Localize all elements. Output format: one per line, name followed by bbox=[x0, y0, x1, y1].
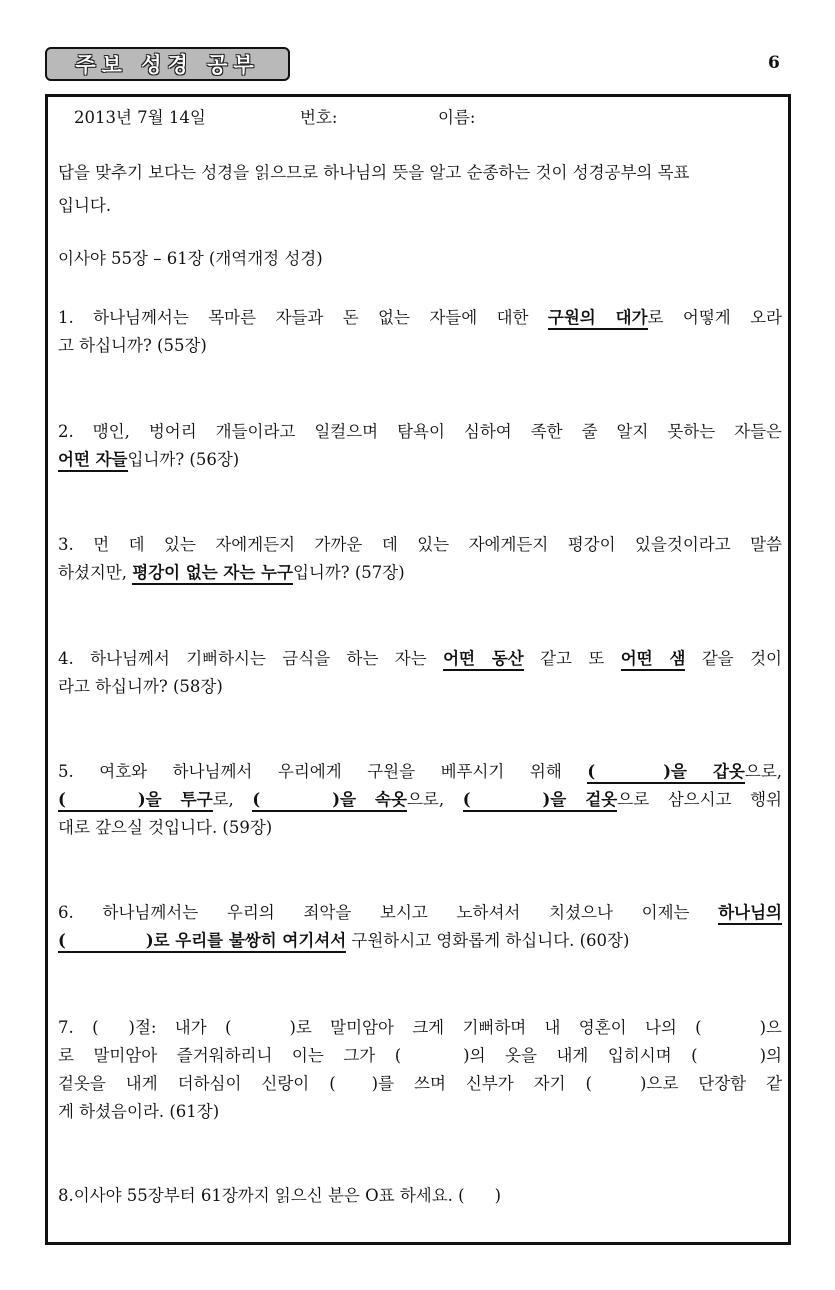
number-label: 번호: bbox=[300, 108, 338, 127]
question-6-line-1: 6. 하나님께서는 우리의 죄악을 보시고 노하셔서 치셨으나 이제는 하나님의 bbox=[58, 897, 782, 928]
question-7-line-4: 게 하셨음이라. (61장) bbox=[58, 1102, 220, 1121]
question-1-line-1: 1. 하나님께서는 목마른 자들과 돈 없는 자들에 대한 구원의 대가로 어떻게 오라 bbox=[58, 302, 782, 333]
question-8: 8.이사야 55장부터 61장까지 읽으신 분은 O표 하세요. ( ) bbox=[58, 1186, 501, 1205]
question-7-line-1: 7. ( )절: 내가 ( )로 말미암아 크게 기뻐하며 내 영혼이 나의 ( )으 bbox=[58, 1018, 782, 1037]
q2-keyword: 어떤 자들 bbox=[58, 450, 128, 472]
meta-line bbox=[58, 102, 782, 133]
question-2-line-2: 어떤 자들입니까? (56장) bbox=[58, 444, 782, 475]
q4-keyword-1: 어떤 동산 bbox=[443, 649, 524, 671]
q6-blank: ( )로 우리를 불쌍히 여기셔서 bbox=[58, 931, 346, 953]
q6-keyword: 하나님의 bbox=[718, 903, 782, 925]
intro-line-2: 입니다. bbox=[58, 196, 112, 215]
q3-keyword: 평강이 없는 자는 누구 bbox=[132, 563, 293, 585]
date: 2013년 7월 14일 bbox=[74, 108, 206, 127]
question-3-line-1: 3. 먼 데 있는 자에게든지 가까운 데 있는 자에게든지 평강이 있을것이라고 말씀 bbox=[58, 535, 782, 554]
question-1-line-2: 고 하십니까? (55장) bbox=[58, 336, 207, 355]
question-7-line-2: 로 말미암아 즐거워하리니 이는 그가 ( )의 옷을 내게 입히시며 ( )의 bbox=[58, 1046, 782, 1065]
intro-line-1: 답을 맞추기 보다는 성경을 읽으므로 하나님의 뜻을 알고 순종하는 것이 성경공부의 목표 bbox=[58, 163, 690, 182]
q4-keyword-2: 어떤 샘 bbox=[621, 649, 686, 671]
q5-blank-cloak: ( )을 겉옷 bbox=[463, 790, 618, 812]
question-2-line-1: 2. 맹인, 벙어리 개들이라고 일컬으며 탐욕이 심하여 족한 줄 알지 못하는 자들은 bbox=[58, 422, 782, 441]
q5-blank-undergarment: ( )을 속옷 bbox=[252, 790, 407, 812]
q5-blank-helmet: ( )을 투구 bbox=[58, 790, 213, 812]
question-4-line-2: 라고 하십니까? (58장) bbox=[58, 677, 223, 696]
q5-blank-armor: ( )을 갑옷 bbox=[587, 762, 745, 784]
question-4-line-1: 4. 하나님께서 기뻐하시는 금식을 하는 자는 어떤 동산 같고 또 어떤 샘 같을 것이 bbox=[58, 643, 782, 674]
question-5-line-2: ( )을 투구로, ( )을 속옷으로, ( )을 겉옷으로 삼으시고 행위 bbox=[58, 784, 782, 815]
scripture-scope: 이사야 55장 – 61장 (개역개정 성경) bbox=[58, 249, 323, 268]
question-7-line-3: 겉옷을 내게 더하심이 신랑이 ( )를 쓰며 신부가 자기 ( )으로 단장함 같 bbox=[58, 1074, 783, 1093]
question-6-line-2: ( )로 우리를 불쌍히 여기셔서 구원하시고 영화롭게 하십니다. (60장) bbox=[58, 925, 782, 956]
question-3-line-2: 하셨지만, 평강이 없는 자는 누구입니까? (57장) bbox=[58, 557, 782, 588]
question-5-line-1: 5. 여호와 하나님께서 우리에게 구원을 베푸시기 위해 ( )을 갑옷으로, bbox=[58, 756, 782, 787]
q1-keyword: 구원의 대가 bbox=[548, 308, 648, 330]
page-number: 6 bbox=[768, 53, 780, 73]
name-label: 이름: bbox=[438, 108, 476, 127]
page-title-tab: 주보 성경 공부 bbox=[45, 47, 290, 81]
question-5-line-3: 대로 갚으실 것입니다. (59장) bbox=[58, 818, 273, 837]
